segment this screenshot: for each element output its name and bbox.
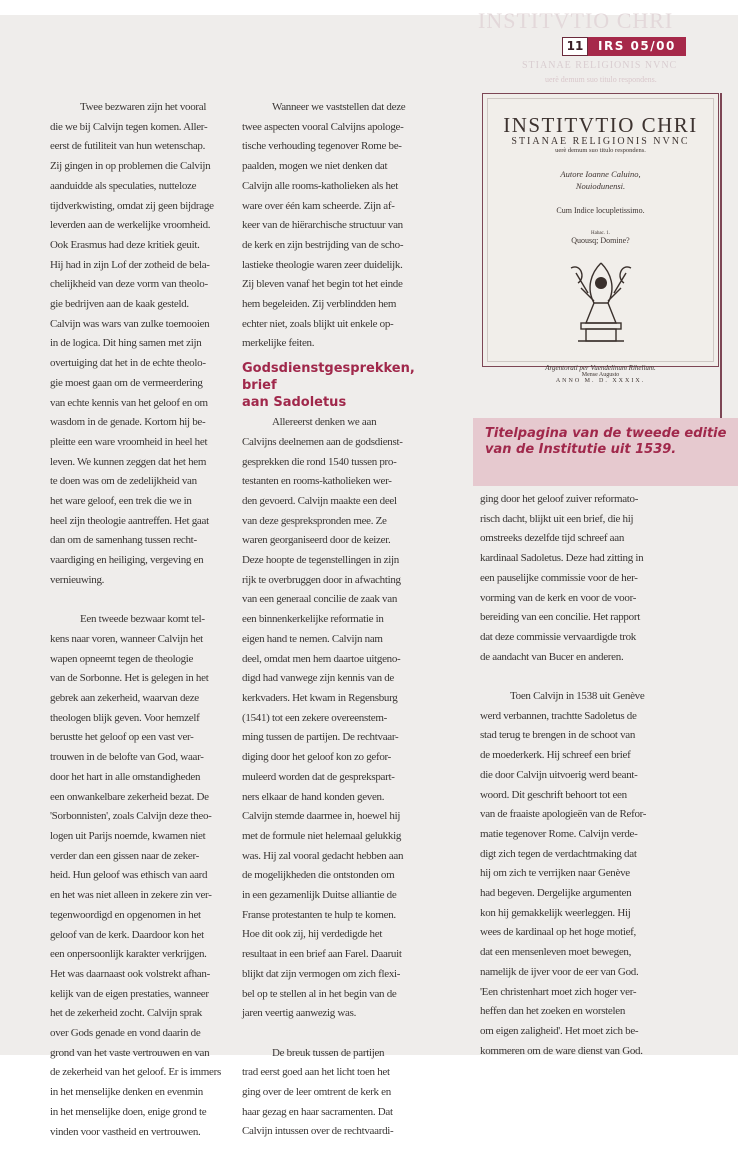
text-line: werd verbannen, trachtte Sadoletus de <box>480 709 637 722</box>
text-column-2 <box>242 98 426 1162</box>
text-line: hij om zich te verrijken naar Genève <box>480 867 630 880</box>
text-line: de kerk en zijn bestrijding van de scho- <box>242 238 404 251</box>
text-line: keer van de hiërarchische structuur van <box>242 219 403 232</box>
text-line: aanduidde als speculaties, nutteloze <box>50 179 197 192</box>
paragraph <box>50 610 234 1142</box>
text-line: namelijk de ijver voor de eer van God. <box>480 965 639 978</box>
figure-caption-box <box>473 418 738 486</box>
text-line: kon hij gemakkelijk weerleggen. Hij <box>480 906 631 919</box>
paragraph <box>480 687 716 1061</box>
text-line: van de fraaiste apologieën van de Refor- <box>480 808 647 821</box>
figure-caption: Titelpagina van de tweede editie van de Institutie uit 1539. <box>485 426 727 457</box>
text-line: Calvijn intussen over de rechtvaardi- <box>242 1125 394 1138</box>
figure-author-origin: Nouiodunensi. <box>575 181 626 191</box>
text-line: Hij had in zijn Lof der zotheid de bela- <box>50 258 210 271</box>
text-line: digt zich tegen de verdachtmaking dat <box>480 847 637 860</box>
text-line: tegenwoordigd en opgenomen in het <box>50 908 201 921</box>
text-line: waren georganiseerd door de keizer. <box>242 534 391 547</box>
text-line: theologen blijk geven. Voor hemzelf <box>50 711 200 724</box>
text-line: echter niet, zoals blijkt uit enkele op- <box>242 317 394 330</box>
text-line: leverden aan de werkelijke vroomheid. <box>50 219 211 232</box>
text-line: bereiding van een concilie. Het rapport <box>480 611 640 624</box>
figure-tagline: uerè demum suo titulo respondens. <box>555 147 646 154</box>
paragraph <box>50 98 234 591</box>
text-line: woord. Dit geschrift behoort tot een <box>480 788 627 801</box>
paragraph <box>242 98 426 354</box>
text-line: pleitte een ware vroomheid in heel het <box>50 435 208 448</box>
text-line: dan om de samenhang tussen recht- <box>50 534 197 547</box>
text-line: een onpersoonlijk karakter verkrijgen. <box>50 948 207 961</box>
heading-line: aan Sadoletus <box>242 395 347 411</box>
page-number-badge <box>562 37 686 56</box>
text-line: Een tweede bezwaar komt tel- <box>80 613 205 626</box>
heading-line: Godsdienstgesprekken, brief <box>242 361 415 394</box>
text-line: dat deze commissie vervaardigde trok <box>480 630 636 643</box>
text-line: paalden, mogen we niet denken dat <box>242 160 388 173</box>
text-line: ging door het geloof zuiver reformato- <box>480 493 639 505</box>
text-line: overtuiging dat het in de echte theolo- <box>50 357 206 370</box>
text-line: door het hart in alle omstandigheden <box>50 770 201 783</box>
text-line: Zij gingen in op problemen die Calvijn <box>50 160 211 173</box>
text-line: was. Hij zal vooral gedacht hebben aan <box>242 849 404 862</box>
text-line: vaardiging en heiliging, vergeving en <box>50 554 204 567</box>
text-line: kardinaal Sadoletus. Deze had zitting in <box>480 552 644 565</box>
text-line: eerst de futiliteit van hun wetenschap. <box>50 140 206 153</box>
text-line: Calvijn alle rooms-katholieken als het <box>242 179 399 192</box>
text-line: trad eerst goed aan het licht toen het <box>242 1066 390 1079</box>
header-ghost-small: uerè demum suo titulo respondens. <box>545 75 657 84</box>
text-line: kelijk van de eigen prestaties, wanneer <box>50 987 209 1000</box>
text-line: stad terug te brengen in de schoot van <box>480 729 636 742</box>
text-line: chelijkheid van deze vorm van theolo- <box>50 278 208 291</box>
text-line: Calvijns deelnemen aan de godsdienst- <box>242 435 403 448</box>
text-line: in het menselijke doen, enige grond te <box>50 1105 207 1118</box>
text-line: ware over één kam scheerde. Zijn af- <box>242 199 395 212</box>
text-line: heid. Hun geloof was ethisch van aard <box>50 869 208 882</box>
text-line: berustte het geloof op een vast ver- <box>50 731 194 744</box>
text-line: en het was niet alleen in zekere zin ver- <box>50 889 212 902</box>
text-line: Het was daarnaast ook volstrekt afhan- <box>50 967 210 980</box>
figure-subtitle: STIANAE RELIGIONIS NVNC <box>511 136 690 147</box>
text-line: kens naar voren, wanneer Calvijn het <box>50 632 203 645</box>
text-line: 'Een christenhart moet zich hoger ver- <box>480 985 637 998</box>
figure-title: INSTITVTIO CHRI <box>503 113 698 137</box>
text-line: haar gezag en haar sacramenten. Dat <box>242 1105 393 1118</box>
text-line: Calvijn was wars van zulke toemooien <box>50 317 210 330</box>
text-line: muleerd worden dat de gesprekspart- <box>242 770 395 783</box>
text-line: in de logica. Dit hing samen met zijn <box>50 337 202 350</box>
text-line: diging door het geloof kon zo gefor- <box>242 751 392 764</box>
figure-month: Mense Augusto <box>581 372 620 378</box>
text-line: van deze gesprekspronden mee. Ze <box>242 514 387 527</box>
text-line: over Gods genade en vond daarin de <box>50 1027 201 1040</box>
text-line: trouwen in de belofte van God, waar- <box>50 751 204 764</box>
text-line: blijkt dat zijn vermogen om zich flexi- <box>242 967 401 980</box>
text-line: grond van het vaste vertrouwen en van <box>50 1046 210 1059</box>
text-line: deel, omdat men hem daartoe uitgeno- <box>242 652 401 665</box>
figure-motto: Quousq; Domine? <box>571 236 630 245</box>
text-line: de aandacht van Bucer en anderen. <box>480 650 624 663</box>
text-line: met de formule niet helemaal gelukkig <box>242 829 402 842</box>
text-line: Franse protestanten te hulp te komen. <box>242 908 396 921</box>
text-line: van echte kennis van het geloof en om <box>50 396 208 409</box>
text-line: gesprekken die rond 1540 tussen pro- <box>242 455 397 468</box>
issue-label: IRS 05/00 <box>588 37 686 56</box>
text-line: gie moest gaan om de vermeerdering <box>50 376 203 389</box>
text-line: ming tussen de partijen. De rechtvaar- <box>242 731 399 744</box>
text-line: digd had vanwege zijn kennis van de <box>242 672 395 685</box>
text-line: die we bij Calvijn tegen komen. Aller- <box>50 120 208 133</box>
text-line: Wanneer we vaststellen dat deze <box>272 101 406 113</box>
text-line: tijdverkwisting, omdat zij geen bijdrage <box>50 199 214 212</box>
text-line: de moederkerk. Hij schreef een brief <box>480 749 631 762</box>
text-line: leven. We kunnen zeggen dat het hem <box>50 455 207 468</box>
title-page-image <box>482 93 719 384</box>
text-line: om eigen zaligheid'. Het moet zich be- <box>480 1024 639 1037</box>
text-line: gie bedrijven aan de kaak gesteld. <box>50 298 189 311</box>
text-line: de zekerheid van het geloof. Er is immers <box>50 1066 221 1079</box>
text-line: van de Sorbonne. Het is gelegen in het <box>50 672 209 685</box>
text-line: dat een mensenleven moet bewegen, <box>480 946 632 959</box>
text-line: matie tegenover Rome. Calvijn verde- <box>480 827 638 840</box>
header-ghost-title: INSTITVTIO CHRI <box>478 8 674 33</box>
text-line: het de zekerheid zocht. Calvijn sprak <box>50 1007 203 1020</box>
paragraph <box>480 490 716 667</box>
text-line: Deze hoopte de tegenstellingen in zijn <box>242 554 399 567</box>
text-line: den gevoerd. Calvijn maakte een deel <box>242 494 397 507</box>
text-line: testanten en rooms-katholieken wer- <box>242 475 392 488</box>
text-column-3 <box>480 490 716 1081</box>
text-line: Ook Erasmus had deze kritiek geuit. <box>50 238 200 251</box>
figure-index: Cum Indice locupletissimo. <box>556 206 645 215</box>
text-line: logen uit Parijs noemde, kwamen niet <box>50 830 206 842</box>
text-line: jaren veertig aanwezig was. <box>242 1007 357 1020</box>
text-line: twee aspecten vooral Calvijns apologe- <box>242 120 404 133</box>
text-line: merkelijke feiten. <box>242 337 315 350</box>
text-line: Calvijn stemde daarmee in, hoewel hij <box>242 810 401 823</box>
text-line: heel zijn theologie aantreffen. Het gaat <box>50 514 209 527</box>
decorative-rule <box>720 93 722 473</box>
text-line: kerkvaders. Het kwam in Regensburg <box>242 691 398 704</box>
header-ghost-subtitle: STIANAE RELIGIONIS NVNC <box>522 60 678 71</box>
text-line: kommeren om de ware dienst van God. <box>480 1044 643 1057</box>
text-line: de mogelijkheden die ontstonden om <box>242 869 395 882</box>
text-line: hem begeleiden. Zij verblindden hem <box>242 298 397 311</box>
text-line: risch dacht, blijkt uit een brief, die hij <box>480 512 634 525</box>
text-line: het ware geloof, een trek die we in <box>50 495 192 508</box>
text-line: een onwankelbare zekerheid bezat. De <box>50 790 209 803</box>
text-line: vinden voor vastheid en vertrouwen. <box>50 1125 201 1138</box>
text-line: Toen Calvijn in 1538 uit Genève <box>510 690 645 703</box>
text-line: Zij bleven vanaf het begin tot het einde <box>242 278 403 291</box>
text-line: De breuk tussen de partijen <box>272 1046 385 1059</box>
text-line: ging over de leer omtrent de kerk en <box>242 1086 391 1099</box>
text-line: Hoe dit ook zij, hij verdedigde het <box>242 928 383 941</box>
text-line: gebrek aan zekerheid, waarvan deze <box>50 692 199 705</box>
text-line: bel op te stellen al in het begin van de <box>242 987 397 1000</box>
text-line: 'Sorbonnisten', zoals Calvijn deze theo- <box>50 810 212 823</box>
text-line: wapen opneemt tegen de theologie <box>50 652 194 665</box>
section-heading <box>242 360 426 411</box>
text-line: omstreeks dezelfde tijd schreef aan <box>480 532 625 545</box>
text-line: wasdom in de genade. Kortom hij be- <box>50 416 206 429</box>
text-line: van een generaal concilie de zaak van <box>242 593 398 606</box>
text-line: tische verhouding tegenover Rome be- <box>242 140 402 153</box>
text-line: eigen hand te nemen. Calvijn nam <box>242 632 383 645</box>
text-line: verder dan een gissen naar de zeker- <box>50 849 200 862</box>
text-line: Allereerst denken we aan <box>272 416 377 429</box>
text-line: lastieke theologie waren zeer duidelijk. <box>242 258 403 271</box>
printer-emblem-icon <box>556 253 646 348</box>
text-line: wees de kardinaal op het hoge motief, <box>480 926 636 939</box>
text-line: resultaat in een brief aan Farel. Daaruit <box>242 948 402 961</box>
text-line: (1541) tot een zekere overeenstem- <box>242 711 387 724</box>
text-line: een pauselijke commissie voor de her- <box>480 571 638 584</box>
text-line: in een gezamenlijk Duitse alliantie de <box>242 889 397 902</box>
figure-author: Autore Ioanne Caluino, <box>560 169 641 179</box>
text-line: vernieuwing. <box>50 573 105 586</box>
text-line: heffen dan het zoeken en worstelen <box>480 1005 626 1018</box>
text-line: Twee bezwaren zijn het vooral <box>80 101 207 113</box>
text-line: vorming van de kerk en voor de voor- <box>480 591 637 604</box>
figure-year: ANNO M. D. XXXIX. <box>555 378 646 384</box>
text-line: geloof van de kerk. Daardoor kon het <box>50 928 204 941</box>
text-line: te doen was om de zedelijkheid van <box>50 475 197 488</box>
text-column-1 <box>50 98 234 1162</box>
text-line: die door Calvijn uitvoerig werd beant- <box>480 768 638 781</box>
figure-motto-ref: Habac. 1. <box>590 231 611 236</box>
text-line: ners elkaar de hand konden geven. <box>242 790 385 803</box>
page-number: 11 <box>562 37 588 56</box>
paragraph <box>242 1044 426 1143</box>
text-line: een binnenkerkelijke reformatie in <box>242 613 384 626</box>
text-line: rijk te overbruggen door in afwachting <box>242 573 401 586</box>
text-line: in het menselijke denken en evenmin <box>50 1086 203 1099</box>
paragraph <box>242 413 426 1024</box>
figure-imprint: Argentorati per Vuendelinum Rihelium. <box>545 364 656 372</box>
text-line: had begeven. Dergelijke argumenten <box>480 887 632 900</box>
